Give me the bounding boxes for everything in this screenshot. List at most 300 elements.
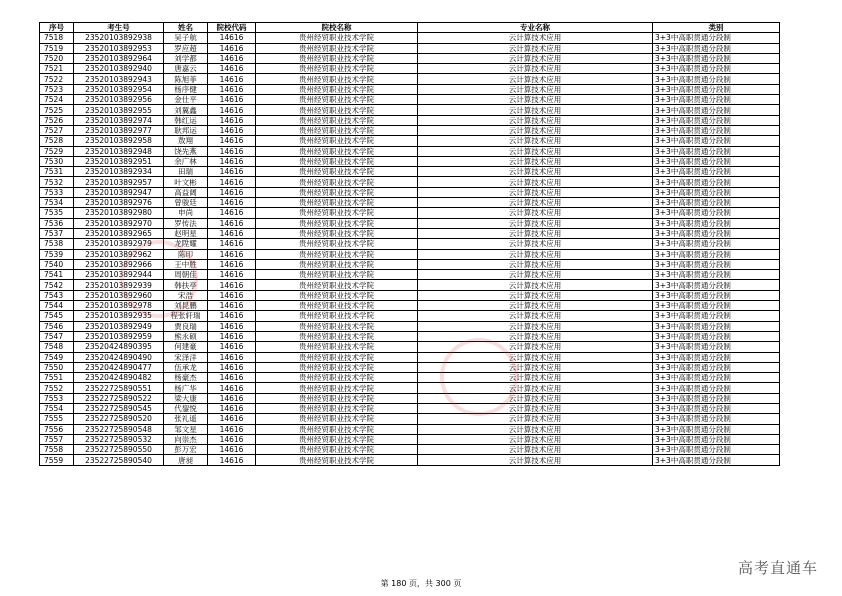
cell-category: 3+3中高职贯通分段制 — [653, 403, 780, 413]
header-name: 姓名 — [164, 23, 208, 33]
cell-category: 3+3中高职贯通分段制 — [653, 43, 780, 53]
cell-school-code: 14616 — [208, 445, 256, 455]
cell-category: 3+3中高职贯通分段制 — [653, 228, 780, 238]
cell-school-code: 14616 — [208, 136, 256, 146]
cell-school-code: 14616 — [208, 64, 256, 74]
cell-seq: 7557 — [40, 434, 74, 444]
cell-name: 宋泽洋 — [164, 352, 208, 362]
cell-seq: 7518 — [40, 33, 74, 43]
cell-exam-id: 23520103892974 — [74, 115, 164, 125]
cell-school-code: 14616 — [208, 342, 256, 352]
cell-exam-id: 23522725890548 — [74, 424, 164, 434]
watermark-seal-icon — [440, 338, 518, 416]
cell-seq: 7559 — [40, 455, 74, 465]
cell-school-name: 贵州经贸职业技术学院 — [256, 74, 418, 84]
cell-category: 3+3中高职贯通分段制 — [653, 393, 780, 403]
table-row — [40, 208, 780, 218]
cell-name: 余广林 — [164, 156, 208, 166]
cell-school-code: 14616 — [208, 362, 256, 372]
cell-school-code: 14616 — [208, 125, 256, 135]
cell-major: 云计算技术应用 — [418, 167, 653, 177]
cell-major: 云计算技术应用 — [418, 136, 653, 146]
cell-exam-id: 23522725890550 — [74, 445, 164, 455]
cell-category: 3+3中高职贯通分段制 — [653, 280, 780, 290]
header-school-code: 院校代码 — [208, 23, 256, 33]
cell-name: 高益阔 — [164, 187, 208, 197]
cell-school-code: 14616 — [208, 33, 256, 43]
table-row — [40, 125, 780, 135]
table-row — [40, 136, 780, 146]
cell-seq: 7554 — [40, 403, 74, 413]
cell-exam-id: 23520103892964 — [74, 53, 164, 63]
cell-seq: 7534 — [40, 198, 74, 208]
cell-school-name: 贵州经贸职业技术学院 — [256, 424, 418, 434]
cell-name: 刘翼鑫 — [164, 105, 208, 115]
cell-exam-id: 23520103892976 — [74, 198, 164, 208]
cell-seq: 7530 — [40, 156, 74, 166]
cell-exam-id: 23520424890477 — [74, 362, 164, 372]
cell-school-code: 14616 — [208, 331, 256, 341]
cell-school-name: 贵州经贸职业技术学院 — [256, 167, 418, 177]
cell-exam-id: 23520103892978 — [74, 301, 164, 311]
table-row — [40, 84, 780, 94]
cell-school-name: 贵州经贸职业技术学院 — [256, 177, 418, 187]
cell-major: 云计算技术应用 — [418, 321, 653, 331]
cell-school-code: 14616 — [208, 352, 256, 362]
cell-category: 3+3中高职贯通分段制 — [653, 321, 780, 331]
cell-seq: 7528 — [40, 136, 74, 146]
cell-category: 3+3中高职贯通分段制 — [653, 146, 780, 156]
cell-major: 云计算技术应用 — [418, 43, 653, 53]
table-row — [40, 321, 780, 331]
table-row — [40, 342, 780, 352]
cell-school-name: 贵州经贸职业技术学院 — [256, 64, 418, 74]
cell-school-name: 贵州经贸职业技术学院 — [256, 362, 418, 372]
cell-seq: 7519 — [40, 43, 74, 53]
cell-seq: 7544 — [40, 301, 74, 311]
cell-school-name: 贵州经贸职业技术学院 — [256, 280, 418, 290]
cell-seq: 7556 — [40, 424, 74, 434]
cell-major: 云计算技术应用 — [418, 218, 653, 228]
cell-major: 云计算技术应用 — [418, 280, 653, 290]
table-row — [40, 434, 780, 444]
cell-name: 唐嘉云 — [164, 64, 208, 74]
cell-exam-id: 23520424890395 — [74, 342, 164, 352]
watermark-brand: 高考直通车 — [737, 559, 818, 577]
cell-seq: 7540 — [40, 259, 74, 269]
cell-name: 饶先燕 — [164, 146, 208, 156]
cell-category: 3+3中高职贯通分段制 — [653, 105, 780, 115]
cell-category: 3+3中高职贯通分段制 — [653, 177, 780, 187]
cell-school-code: 14616 — [208, 383, 256, 393]
cell-major: 云计算技术应用 — [418, 362, 653, 372]
cell-school-name: 贵州经贸职业技术学院 — [256, 352, 418, 362]
cell-school-code: 14616 — [208, 53, 256, 63]
cell-school-name: 贵州经贸职业技术学院 — [256, 414, 418, 424]
table-row — [40, 198, 780, 208]
cell-category: 3+3中高职贯通分段制 — [653, 95, 780, 105]
cell-school-code: 14616 — [208, 43, 256, 53]
cell-seq: 7520 — [40, 53, 74, 63]
cell-exam-id: 23522725890540 — [74, 455, 164, 465]
cell-school-code: 14616 — [208, 156, 256, 166]
cell-name: 何建豪 — [164, 342, 208, 352]
table-row — [40, 218, 780, 228]
cell-school-code: 14616 — [208, 321, 256, 331]
table-row — [40, 393, 780, 403]
cell-category: 3+3中高职贯通分段制 — [653, 311, 780, 321]
cell-exam-id: 23520103892934 — [74, 167, 164, 177]
cell-school-name: 贵州经贸职业技术学院 — [256, 208, 418, 218]
cell-seq: 7527 — [40, 125, 74, 135]
cell-category: 3+3中高职贯通分段制 — [653, 33, 780, 43]
cell-seq: 7536 — [40, 218, 74, 228]
cell-school-code: 14616 — [208, 84, 256, 94]
cell-exam-id: 23522725890520 — [74, 414, 164, 424]
cell-name: 金仕平 — [164, 95, 208, 105]
cell-school-name: 贵州经贸职业技术学院 — [256, 301, 418, 311]
cell-school-name: 贵州经贸职业技术学院 — [256, 270, 418, 280]
cell-school-name: 贵州经贸职业技术学院 — [256, 455, 418, 465]
table-row — [40, 403, 780, 413]
cell-name: 唐昶 — [164, 455, 208, 465]
cell-category: 3+3中高职贯通分段制 — [653, 362, 780, 372]
cell-school-name: 贵州经贸职业技术学院 — [256, 393, 418, 403]
cell-seq: 7550 — [40, 362, 74, 372]
cell-name: 赵明星 — [164, 228, 208, 238]
cell-exam-id: 23520103892977 — [74, 125, 164, 135]
cell-school-name: 贵州经贸职业技术学院 — [256, 105, 418, 115]
cell-name: 曾骏廷 — [164, 198, 208, 208]
cell-school-name: 贵州经贸职业技术学院 — [256, 331, 418, 341]
cell-school-name: 贵州经贸职业技术学院 — [256, 43, 418, 53]
cell-school-code: 14616 — [208, 424, 256, 434]
cell-category: 3+3中高职贯通分段制 — [653, 156, 780, 166]
cell-category: 3+3中高职贯通分段制 — [653, 455, 780, 465]
cell-exam-id: 23520424890490 — [74, 352, 164, 362]
cell-school-name: 贵州经贸职业技术学院 — [256, 403, 418, 413]
table-row — [40, 455, 780, 465]
cell-major: 云计算技术应用 — [418, 352, 653, 362]
cell-exam-id: 23520103892980 — [74, 208, 164, 218]
table-row — [40, 95, 780, 105]
cell-seq: 7547 — [40, 331, 74, 341]
cell-name: 杨广华 — [164, 383, 208, 393]
cell-major: 云计算技术应用 — [418, 74, 653, 84]
cell-school-name: 贵州经贸职业技术学院 — [256, 342, 418, 352]
cell-category: 3+3中高职贯通分段制 — [653, 53, 780, 63]
cell-name: 杨序健 — [164, 84, 208, 94]
cell-category: 3+3中高职贯通分段制 — [653, 270, 780, 280]
cell-school-name: 贵州经贸职业技术学院 — [256, 259, 418, 269]
cell-category: 3+3中高职贯通分段制 — [653, 434, 780, 444]
cell-major: 云计算技术应用 — [418, 414, 653, 424]
cell-category: 3+3中高职贯通分段制 — [653, 84, 780, 94]
cell-school-code: 14616 — [208, 74, 256, 84]
cell-school-name: 贵州经贸职业技术学院 — [256, 373, 418, 383]
table-row — [40, 105, 780, 115]
cell-school-name: 贵州经贸职业技术学院 — [256, 321, 418, 331]
cell-school-code: 14616 — [208, 167, 256, 177]
cell-school-code: 14616 — [208, 105, 256, 115]
cell-seq: 7558 — [40, 445, 74, 455]
table-row — [40, 64, 780, 74]
cell-category: 3+3中高职贯通分段制 — [653, 187, 780, 197]
cell-school-code: 14616 — [208, 177, 256, 187]
cell-major: 云计算技术应用 — [418, 342, 653, 352]
table-row — [40, 424, 780, 434]
cell-category: 3+3中高职贯通分段制 — [653, 290, 780, 300]
table-row — [40, 352, 780, 362]
cell-category: 3+3中高职贯通分段制 — [653, 74, 780, 84]
cell-major: 云计算技术应用 — [418, 95, 653, 105]
cell-seq: 7523 — [40, 84, 74, 94]
cell-category: 3+3中高职贯通分段制 — [653, 239, 780, 249]
cell-exam-id: 23520103892939 — [74, 280, 164, 290]
cell-exam-id: 23520103892959 — [74, 331, 164, 341]
cell-school-name: 贵州经贸职业技术学院 — [256, 218, 418, 228]
cell-category: 3+3中高职贯通分段制 — [653, 125, 780, 135]
cell-seq: 7538 — [40, 239, 74, 249]
cell-category: 3+3中高职贯通分段制 — [653, 352, 780, 362]
table-row — [40, 74, 780, 84]
cell-exam-id: 23520103892935 — [74, 311, 164, 321]
cell-major: 云计算技术应用 — [418, 105, 653, 115]
cell-name: 向崇杰 — [164, 434, 208, 444]
cell-category: 3+3中高职贯通分段制 — [653, 424, 780, 434]
cell-major: 云计算技术应用 — [418, 290, 653, 300]
cell-school-name: 贵州经贸职业技术学院 — [256, 290, 418, 300]
cell-school-name: 贵州经贸职业技术学院 — [256, 53, 418, 63]
cell-category: 3+3中高职贯通分段制 — [653, 167, 780, 177]
cell-seq: 7535 — [40, 208, 74, 218]
cell-school-code: 14616 — [208, 455, 256, 465]
header-exam-id: 考生号 — [74, 23, 164, 33]
cell-seq: 7555 — [40, 414, 74, 424]
cell-category: 3+3中高职贯通分段制 — [653, 249, 780, 259]
cell-exam-id: 23520424890482 — [74, 373, 164, 383]
cell-name: 吴子航 — [164, 33, 208, 43]
cell-name: 贾良瑞 — [164, 321, 208, 331]
cell-name: 韩红运 — [164, 115, 208, 125]
cell-major: 云计算技术应用 — [418, 301, 653, 311]
table-row — [40, 33, 780, 43]
cell-name: 罗传法 — [164, 218, 208, 228]
cell-seq: 7522 — [40, 74, 74, 84]
cell-exam-id: 23520103892957 — [74, 177, 164, 187]
cell-name: 彭万宏 — [164, 445, 208, 455]
cell-category: 3+3中高职贯通分段制 — [653, 414, 780, 424]
page-footer: 第 180 页，共 300 页 — [380, 579, 462, 588]
cell-name: 敖翔 — [164, 136, 208, 146]
cell-school-name: 贵州经贸职业技术学院 — [256, 115, 418, 125]
cell-seq: 7532 — [40, 177, 74, 187]
cell-school-code: 14616 — [208, 311, 256, 321]
cell-seq: 7542 — [40, 280, 74, 290]
cell-school-code: 14616 — [208, 301, 256, 311]
cell-seq: 7525 — [40, 105, 74, 115]
cell-school-name: 贵州经贸职业技术学院 — [256, 445, 418, 455]
cell-school-name: 贵州经贸职业技术学院 — [256, 311, 418, 321]
cell-category: 3+3中高职贯通分段制 — [653, 198, 780, 208]
table-row — [40, 53, 780, 63]
table-row — [40, 177, 780, 187]
cell-exam-id: 23520103892966 — [74, 259, 164, 269]
cell-name: 程张轩瑞 — [164, 311, 208, 321]
cell-major: 云计算技术应用 — [418, 239, 653, 249]
cell-major: 云计算技术应用 — [418, 146, 653, 156]
cell-seq: 7549 — [40, 352, 74, 362]
cell-school-name: 贵州经贸职业技术学院 — [256, 434, 418, 444]
table-row — [40, 445, 780, 455]
cell-name: 叶文彬 — [164, 177, 208, 187]
header-category: 类别 — [653, 23, 780, 33]
cell-major: 云计算技术应用 — [418, 125, 653, 135]
cell-exam-id: 23520103892958 — [74, 136, 164, 146]
cell-name: 申尚 — [164, 208, 208, 218]
cell-category: 3+3中高职贯通分段制 — [653, 259, 780, 269]
cell-exam-id: 23522725890551 — [74, 383, 164, 393]
cell-school-code: 14616 — [208, 228, 256, 238]
cell-exam-id: 23520103892949 — [74, 321, 164, 331]
cell-seq: 7545 — [40, 311, 74, 321]
cell-name: 梁大康 — [164, 393, 208, 403]
cell-seq: 7551 — [40, 373, 74, 383]
cell-category: 3+3中高职贯通分段制 — [653, 208, 780, 218]
cell-school-code: 14616 — [208, 373, 256, 383]
cell-exam-id: 23520103892954 — [74, 84, 164, 94]
cell-seq: 7526 — [40, 115, 74, 125]
cell-major: 云计算技术应用 — [418, 434, 653, 444]
cell-seq: 7541 — [40, 270, 74, 280]
cell-school-code: 14616 — [208, 393, 256, 403]
header-major: 专业名称 — [418, 23, 653, 33]
cell-school-code: 14616 — [208, 208, 256, 218]
cell-category: 3+3中高职贯通分段制 — [653, 136, 780, 146]
cell-school-code: 14616 — [208, 259, 256, 269]
cell-exam-id: 23520103892943 — [74, 74, 164, 84]
cell-seq: 7546 — [40, 321, 74, 331]
cell-exam-id: 23522725890532 — [74, 434, 164, 444]
cell-exam-id: 23520103892951 — [74, 156, 164, 166]
cell-category: 3+3中高职贯通分段制 — [653, 115, 780, 125]
table-row — [40, 187, 780, 197]
cell-school-code: 14616 — [208, 280, 256, 290]
cell-school-code: 14616 — [208, 414, 256, 424]
cell-major: 云计算技术应用 — [418, 228, 653, 238]
cell-name: 熊永硕 — [164, 331, 208, 341]
cell-name: 耿邦运 — [164, 125, 208, 135]
cell-major: 云计算技术应用 — [418, 208, 653, 218]
cell-school-name: 贵州经贸职业技术学院 — [256, 33, 418, 43]
cell-name: 宋浩 — [164, 290, 208, 300]
cell-school-name: 贵州经贸职业技术学院 — [256, 228, 418, 238]
cell-name: 陈旭菲 — [164, 74, 208, 84]
cell-name: 代鋆悦 — [164, 403, 208, 413]
cell-name: 韩扶亭 — [164, 280, 208, 290]
cell-school-name: 贵州经贸职业技术学院 — [256, 198, 418, 208]
table-row — [40, 146, 780, 156]
cell-name: 龙陞耀 — [164, 239, 208, 249]
table-row — [40, 167, 780, 177]
cell-exam-id: 23520103892960 — [74, 290, 164, 300]
cell-school-code: 14616 — [208, 403, 256, 413]
cell-school-name: 贵州经贸职业技术学院 — [256, 383, 418, 393]
cell-major: 云计算技术应用 — [418, 331, 653, 341]
cell-exam-id: 23520103892948 — [74, 146, 164, 156]
cell-major: 云计算技术应用 — [418, 84, 653, 94]
cell-exam-id: 23520103892938 — [74, 33, 164, 43]
cell-school-name: 贵州经贸职业技术学院 — [256, 156, 418, 166]
cell-name: 杨豪杰 — [164, 373, 208, 383]
cell-seq: 7533 — [40, 187, 74, 197]
cell-name: 伍承龙 — [164, 362, 208, 372]
cell-major: 云计算技术应用 — [418, 393, 653, 403]
cell-exam-id: 23520103892940 — [74, 64, 164, 74]
cell-exam-id: 23520103892979 — [74, 239, 164, 249]
cell-major: 云计算技术应用 — [418, 373, 653, 383]
cell-major: 云计算技术应用 — [418, 445, 653, 455]
table-row — [40, 156, 780, 166]
cell-major: 云计算技术应用 — [418, 64, 653, 74]
table-row — [40, 373, 780, 383]
cell-school-code: 14616 — [208, 434, 256, 444]
cell-major: 云计算技术应用 — [418, 403, 653, 413]
cell-school-code: 14616 — [208, 249, 256, 259]
cell-major: 云计算技术应用 — [418, 53, 653, 63]
cell-exam-id: 23520103892970 — [74, 218, 164, 228]
table-row — [40, 383, 780, 393]
cell-category: 3+3中高职贯通分段制 — [653, 218, 780, 228]
cell-seq: 7548 — [40, 342, 74, 352]
cell-school-code: 14616 — [208, 239, 256, 249]
cell-category: 3+3中高职贯通分段制 — [653, 342, 780, 352]
cell-major: 云计算技术应用 — [418, 198, 653, 208]
cell-category: 3+3中高职贯通分段制 — [653, 373, 780, 383]
cell-school-name: 贵州经贸职业技术学院 — [256, 95, 418, 105]
cell-exam-id: 23522725890522 — [74, 393, 164, 403]
table-row — [40, 331, 780, 341]
cell-name: 田瑞 — [164, 167, 208, 177]
cell-name: 邹文星 — [164, 424, 208, 434]
cell-category: 3+3中高职贯通分段制 — [653, 331, 780, 341]
cell-category: 3+3中高职贯通分段制 — [653, 64, 780, 74]
cell-name: 罗应超 — [164, 43, 208, 53]
cell-category: 3+3中高职贯通分段制 — [653, 445, 780, 455]
cell-exam-id: 23520103892944 — [74, 270, 164, 280]
cell-school-code: 14616 — [208, 270, 256, 280]
cell-major: 云计算技术应用 — [418, 311, 653, 321]
cell-seq: 7521 — [40, 64, 74, 74]
watermark-seal-icon — [120, 240, 198, 318]
cell-school-name: 贵州经贸职业技术学院 — [256, 84, 418, 94]
cell-school-code: 14616 — [208, 146, 256, 156]
cell-school-code: 14616 — [208, 187, 256, 197]
cell-name: 周朝佳 — [164, 270, 208, 280]
cell-exam-id: 23522725890545 — [74, 403, 164, 413]
cell-exam-id: 23520103892956 — [74, 95, 164, 105]
cell-major: 云计算技术应用 — [418, 270, 653, 280]
cell-seq: 7552 — [40, 383, 74, 393]
cell-major: 云计算技术应用 — [418, 156, 653, 166]
cell-school-name: 贵州经贸职业技术学院 — [256, 239, 418, 249]
cell-name: 刘昆鹏 — [164, 301, 208, 311]
cell-school-code: 14616 — [208, 95, 256, 105]
cell-major: 云计算技术应用 — [418, 455, 653, 465]
cell-seq: 7543 — [40, 290, 74, 300]
cell-exam-id: 23520103892955 — [74, 105, 164, 115]
cell-major: 云计算技术应用 — [418, 177, 653, 187]
